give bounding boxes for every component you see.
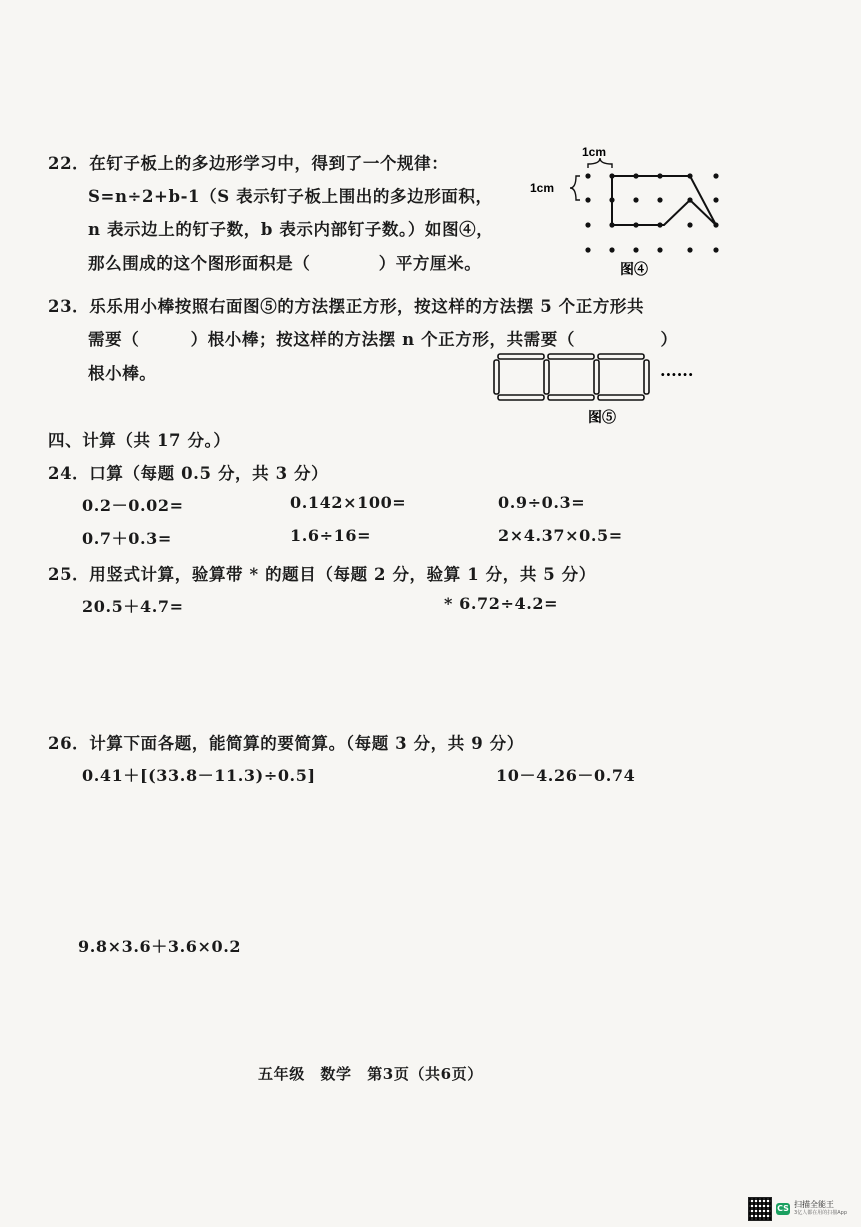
q22-line1: 22．在钉子板上的多边形学习中，得到了一个规律： [48,154,449,173]
fig5-caption: 图⑤ [588,410,616,426]
q24-item-3: 0.9÷0.3= [498,493,586,512]
page-footer: 五年级 数学 第3页（共6页） [258,1065,483,1083]
nail-dots [585,173,718,252]
q24-item-2: 0.142×100= [290,493,407,512]
q26-item-3: 9.8×3.6＋3.6×0.2 [78,937,242,956]
camscanner-logo-icon: CS [777,1204,789,1213]
nail-board-figure [520,140,735,280]
q26-item-1: 0.41＋[(33.8－11.3)÷0.5] [82,766,316,785]
q26-title: 26．计算下面各题，能简算的要简算。（每题 3 分，共 9 分） [48,734,524,753]
top-brace [588,158,612,168]
q24-item-1: 0.2－0.02= [82,496,184,515]
q24-item-4: 0.7＋0.3= [82,529,172,548]
sticks [494,354,649,400]
fig5-dots: ······ [660,365,694,384]
q24-item-6: 2×4.37×0.5= [498,526,623,545]
q24-item-5: 1.6÷16= [290,526,372,545]
scanner-watermark [748,1197,847,1221]
q25-item-2: * 6.72÷4.2= [444,594,559,613]
stick-squares-figure [488,348,728,428]
polygon-shape [612,176,716,225]
q23-line1: 23．乐乐用小棒按照右面图⑤的方法摆正方形，按这样的方法摆 5 个正方形共 [48,297,645,316]
q24-title: 24．口算（每题 0.5 分，共 3 分） [48,464,329,483]
q22-line2: S=n÷2+b-1（S 表示钉子板上围出的多边形面积， [88,187,493,206]
q25-title: 25．用竖式计算，验算带 * 的题目（每题 2 分，验算 1 分，共 5 分） [48,565,596,584]
watermark-subtitle: 3亿人都在用的扫描App [794,1210,847,1216]
q25-item-1: 20.5＋4.7= [82,597,184,616]
q23-line2: 需要（ ）根小棒；按这样的方法摆 n 个正方形，共需要（ ） [88,330,678,349]
fig4-top-label: 1cm [582,145,607,159]
section4-title: 四、计算（共 17 分。） [48,431,231,450]
q26-item-2: 10－4.26－0.74 [496,766,636,785]
fig4-caption: 图④ [620,262,648,278]
fig4-side-label: 1cm [530,181,555,195]
side-brace [570,176,580,200]
q22-line4: 那么围成的这个图形面积是（ ）平方厘米。 [88,254,482,273]
q23-line3: 根小棒。 [88,364,157,383]
watermark-title: 扫描全能王 [794,1200,835,1209]
qr-code-icon [748,1197,772,1221]
q22-line3: n 表示边上的钉子数，b 表示内部钉子数。）如图④， [88,220,494,239]
